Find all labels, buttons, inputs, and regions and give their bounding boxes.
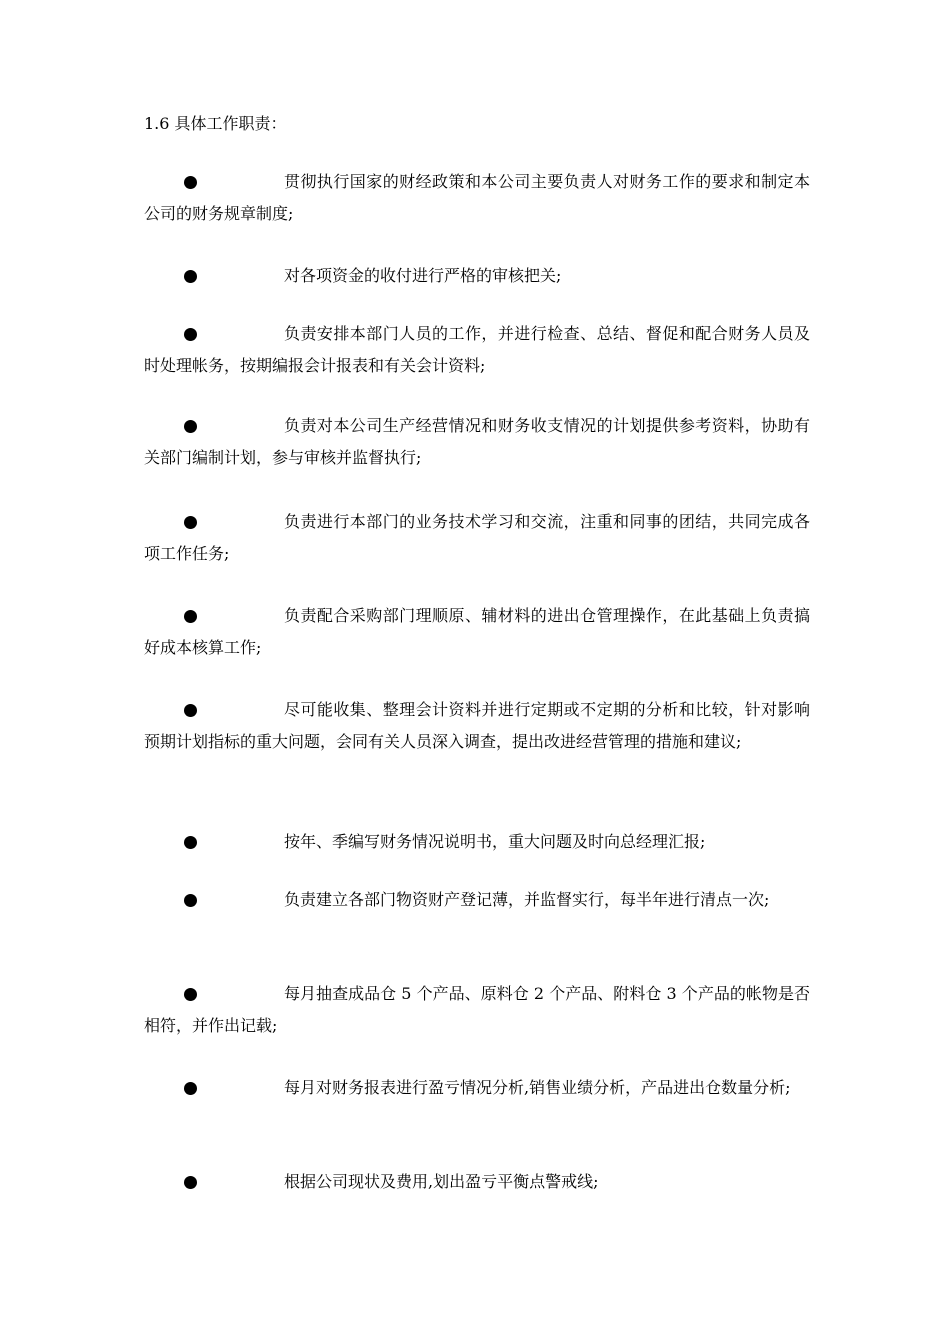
bullet-icon	[182, 1166, 198, 1198]
list-item	[144, 260, 810, 292]
list-item	[144, 318, 810, 382]
list-item-text: 尽可能收集、整理会计资料并进行定期或不定期的分析和比较，针对影响预期计划指标的重大问题，会同有关人员深入调查，提出改进经营管理的措施和建议;	[144, 700, 810, 751]
list-item	[144, 166, 810, 230]
bullet-icon	[182, 410, 198, 442]
list-item-text: 负责对本公司生产经营情况和财务收支情况的计划提供参考资料，协助有关部门编制计划，参与审核并监督执行;	[144, 416, 810, 467]
bullet-icon	[182, 166, 198, 198]
list-item-text: 贯彻执行国家的财经政策和本公司主要负责人对财务工作的要求和制定本公司的财务规章制度;	[144, 172, 810, 223]
bullet-icon	[182, 1072, 198, 1104]
list-item	[144, 600, 810, 664]
bullet-icon	[182, 318, 198, 350]
bullet-icon	[182, 826, 198, 858]
section-heading: 1.6 具体工作职责：	[144, 114, 287, 133]
list-item-text: 根据公司现状及费用,划出盈亏平衡点警戒线;	[284, 1172, 599, 1191]
list-item-text: 负责进行本部门的业务技术学习和交流，注重和同事的团结，共同完成各项工作任务;	[144, 512, 810, 563]
list-item-text: 负责建立各部门物资财产登记薄，并监督实行，每半年进行清点一次;	[284, 890, 770, 909]
list-item	[144, 410, 810, 474]
bullet-icon	[182, 600, 198, 632]
list-item	[144, 826, 810, 858]
list-item	[144, 1166, 810, 1198]
list-item-text: 每月抽查成品仓 5 个产品、原料仓 2 个产品、附料仓 3 个产品的帐物是否相符，并作出记载;	[144, 984, 810, 1035]
bullet-icon	[182, 260, 198, 292]
bullet-icon	[182, 506, 198, 538]
bullet-icon	[182, 978, 198, 1010]
list-item	[144, 694, 810, 758]
list-item	[144, 978, 810, 1042]
list-item	[144, 884, 810, 916]
list-item	[144, 506, 810, 570]
list-item-text: 对各项资金的收付进行严格的审核把关;	[284, 266, 562, 285]
list-item-text: 按年、季编写财务情况说明书，重大问题及时向总经理汇报;	[284, 832, 706, 851]
list-item-text: 负责安排本部门人员的工作，并进行检查、总结、督促和配合财务人员及时处理帐务，按期编报会计报表和有关会计资料;	[144, 324, 810, 375]
list-item-text: 负责配合采购部门理顺原、辅材料的进出仓管理操作，在此基础上负责搞好成本核算工作;	[144, 606, 810, 657]
list-item-text: 每月对财务报表进行盈亏情况分析,销售业绩分析，产品进出仓数量分析;	[284, 1078, 791, 1097]
bullet-icon	[182, 884, 198, 916]
bullet-icon	[182, 694, 198, 726]
list-item	[144, 1072, 810, 1104]
